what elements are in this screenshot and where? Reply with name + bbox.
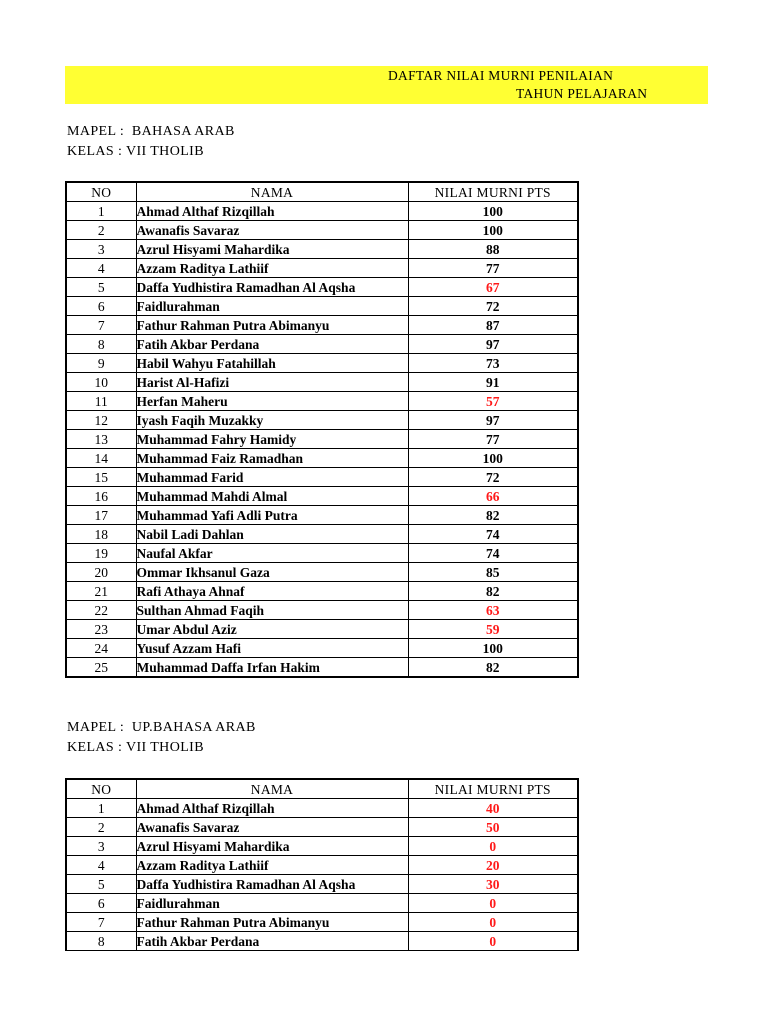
row-number-cell: 1: [66, 799, 136, 818]
student-name-cell: Muhammad Faiz Ramadhan: [136, 449, 408, 468]
score-cell: 91: [408, 373, 578, 392]
table-row: [66, 335, 578, 354]
header-title-line-2: TAHUN PELAJARAN: [516, 86, 648, 101]
table-header-row: [66, 182, 578, 202]
table-row: [66, 932, 578, 951]
row-number-cell: 1: [66, 202, 136, 221]
score-cell: 100: [408, 639, 578, 658]
row-number-cell: 21: [66, 582, 136, 601]
student-name-cell: Muhammad Farid: [136, 468, 408, 487]
row-number-cell: 20: [66, 563, 136, 582]
row-number-cell: 17: [66, 506, 136, 525]
row-number-cell: 6: [66, 297, 136, 316]
score-cell: 100: [408, 221, 578, 240]
score-cell: 77: [408, 259, 578, 278]
row-number-cell: 8: [66, 335, 136, 354]
table-row: [66, 913, 578, 932]
student-name-cell: Azrul Hisyami Mahardika: [136, 837, 408, 856]
table-row: [66, 316, 578, 335]
row-number-cell: 13: [66, 430, 136, 449]
score-cell: 0: [408, 932, 578, 951]
score-cell: 100: [408, 202, 578, 221]
table-row: [66, 411, 578, 430]
student-name-cell: Awanafis Savaraz: [136, 818, 408, 837]
row-number-cell: 7: [66, 316, 136, 335]
section-1-kelas: KELAS : VII THOLIB: [67, 144, 204, 159]
score-cell: 59: [408, 620, 578, 639]
row-number-cell: 3: [66, 240, 136, 259]
table-row: [66, 658, 578, 678]
table-row: [66, 392, 578, 411]
table-row: [66, 430, 578, 449]
column-header-no: NO: [66, 779, 136, 799]
table-row: [66, 639, 578, 658]
student-name-cell: Naufal Akfar: [136, 544, 408, 563]
section-2-kelas: KELAS : VII THOLIB: [67, 740, 204, 755]
score-cell: 66: [408, 487, 578, 506]
column-header-nama: NAMA: [136, 779, 408, 799]
student-name-cell: Iyash Faqih Muzakky: [136, 411, 408, 430]
row-number-cell: 24: [66, 639, 136, 658]
student-name-cell: Muhammad Fahry Hamidy: [136, 430, 408, 449]
score-cell: 30: [408, 875, 578, 894]
student-name-cell: Ahmad Althaf Rizqillah: [136, 202, 408, 221]
section-2-score-table: [65, 778, 579, 951]
score-cell: 73: [408, 354, 578, 373]
table-row: [66, 240, 578, 259]
table-row: [66, 875, 578, 894]
header-title-line-1: DAFTAR NILAI MURNI PENILAIAN: [388, 68, 614, 83]
score-cell: 67: [408, 278, 578, 297]
row-number-cell: 22: [66, 601, 136, 620]
student-name-cell: Muhammad Yafi Adli Putra: [136, 506, 408, 525]
student-name-cell: Faidlurahman: [136, 894, 408, 913]
row-number-cell: 7: [66, 913, 136, 932]
student-name-cell: Daffa Yudhistira Ramadhan Al Aqsha: [136, 875, 408, 894]
student-name-cell: Rafi Athaya Ahnaf: [136, 582, 408, 601]
student-name-cell: Ommar Ikhsanul Gaza: [136, 563, 408, 582]
section-1-score-table: [65, 181, 579, 678]
student-name-cell: Daffa Yudhistira Ramadhan Al Aqsha: [136, 278, 408, 297]
score-cell: 74: [408, 525, 578, 544]
table-row: [66, 202, 578, 221]
table-row: [66, 449, 578, 468]
student-name-cell: Fatih Akbar Perdana: [136, 932, 408, 951]
table-row: [66, 601, 578, 620]
table-row: [66, 354, 578, 373]
row-number-cell: 9: [66, 354, 136, 373]
table-row: [66, 221, 578, 240]
row-number-cell: 3: [66, 837, 136, 856]
score-cell: 82: [408, 658, 578, 678]
score-cell: 20: [408, 856, 578, 875]
row-number-cell: 5: [66, 278, 136, 297]
score-cell: 87: [408, 316, 578, 335]
column-header-nama: NAMA: [136, 182, 408, 202]
score-cell: 50: [408, 818, 578, 837]
row-number-cell: 19: [66, 544, 136, 563]
student-name-cell: Muhammad Mahdi Almal: [136, 487, 408, 506]
row-number-cell: 2: [66, 818, 136, 837]
score-cell: 63: [408, 601, 578, 620]
table-row: [66, 506, 578, 525]
student-name-cell: Habil Wahyu Fatahillah: [136, 354, 408, 373]
score-cell: 74: [408, 544, 578, 563]
score-cell: 40: [408, 799, 578, 818]
header-banner: [65, 66, 708, 104]
score-cell: 100: [408, 449, 578, 468]
student-name-cell: Awanafis Savaraz: [136, 221, 408, 240]
score-cell: 97: [408, 335, 578, 354]
student-name-cell: Nabil Ladi Dahlan: [136, 525, 408, 544]
student-name-cell: Faidlurahman: [136, 297, 408, 316]
row-number-cell: 12: [66, 411, 136, 430]
table-row: [66, 894, 578, 913]
section-2-mapel: MAPEL : UP.BAHASA ARAB: [67, 720, 256, 735]
score-cell: 77: [408, 430, 578, 449]
score-cell: 0: [408, 837, 578, 856]
student-name-cell: Azzam Raditya Lathiif: [136, 259, 408, 278]
table-header-row: [66, 779, 578, 799]
student-name-cell: Harist Al-Hafizi: [136, 373, 408, 392]
row-number-cell: 4: [66, 259, 136, 278]
table-row: [66, 259, 578, 278]
row-number-cell: 23: [66, 620, 136, 639]
table-row: [66, 278, 578, 297]
student-name-cell: Sulthan Ahmad Faqih: [136, 601, 408, 620]
table-row: [66, 544, 578, 563]
score-cell: 88: [408, 240, 578, 259]
student-name-cell: Herfan Maheru: [136, 392, 408, 411]
table-row: [66, 297, 578, 316]
row-number-cell: 6: [66, 894, 136, 913]
column-header-nilai: NILAI MURNI PTS: [408, 182, 578, 202]
student-name-cell: Fathur Rahman Putra Abimanyu: [136, 316, 408, 335]
student-name-cell: Ahmad Althaf Rizqillah: [136, 799, 408, 818]
table-row: [66, 525, 578, 544]
score-cell: 97: [408, 411, 578, 430]
row-number-cell: 25: [66, 658, 136, 678]
row-number-cell: 8: [66, 932, 136, 951]
student-name-cell: Muhammad Daffa Irfan Hakim: [136, 658, 408, 678]
table-row: [66, 373, 578, 392]
section-1-mapel: MAPEL : BAHASA ARAB: [67, 124, 235, 139]
student-name-cell: Yusuf Azzam Hafi: [136, 639, 408, 658]
score-cell: 0: [408, 913, 578, 932]
student-name-cell: Fathur Rahman Putra Abimanyu: [136, 913, 408, 932]
student-name-cell: Azzam Raditya Lathiif: [136, 856, 408, 875]
row-number-cell: 2: [66, 221, 136, 240]
row-number-cell: 14: [66, 449, 136, 468]
row-number-cell: 4: [66, 856, 136, 875]
score-cell: 0: [408, 894, 578, 913]
table-row: [66, 487, 578, 506]
table-row: [66, 468, 578, 487]
row-number-cell: 15: [66, 468, 136, 487]
score-cell: 72: [408, 297, 578, 316]
student-name-cell: Umar Abdul Aziz: [136, 620, 408, 639]
table-row: [66, 563, 578, 582]
table-row: [66, 818, 578, 837]
table-row: [66, 799, 578, 818]
score-cell: 85: [408, 563, 578, 582]
row-number-cell: 11: [66, 392, 136, 411]
row-number-cell: 10: [66, 373, 136, 392]
table-row: [66, 620, 578, 639]
column-header-no: NO: [66, 182, 136, 202]
score-cell: 72: [408, 468, 578, 487]
student-name-cell: Azrul Hisyami Mahardika: [136, 240, 408, 259]
table-row: [66, 856, 578, 875]
score-cell: 57: [408, 392, 578, 411]
student-name-cell: Fatih Akbar Perdana: [136, 335, 408, 354]
score-cell: 82: [408, 506, 578, 525]
table-row: [66, 837, 578, 856]
table-row: [66, 582, 578, 601]
row-number-cell: 16: [66, 487, 136, 506]
score-cell: 82: [408, 582, 578, 601]
column-header-nilai: NILAI MURNI PTS: [408, 779, 578, 799]
row-number-cell: 18: [66, 525, 136, 544]
row-number-cell: 5: [66, 875, 136, 894]
